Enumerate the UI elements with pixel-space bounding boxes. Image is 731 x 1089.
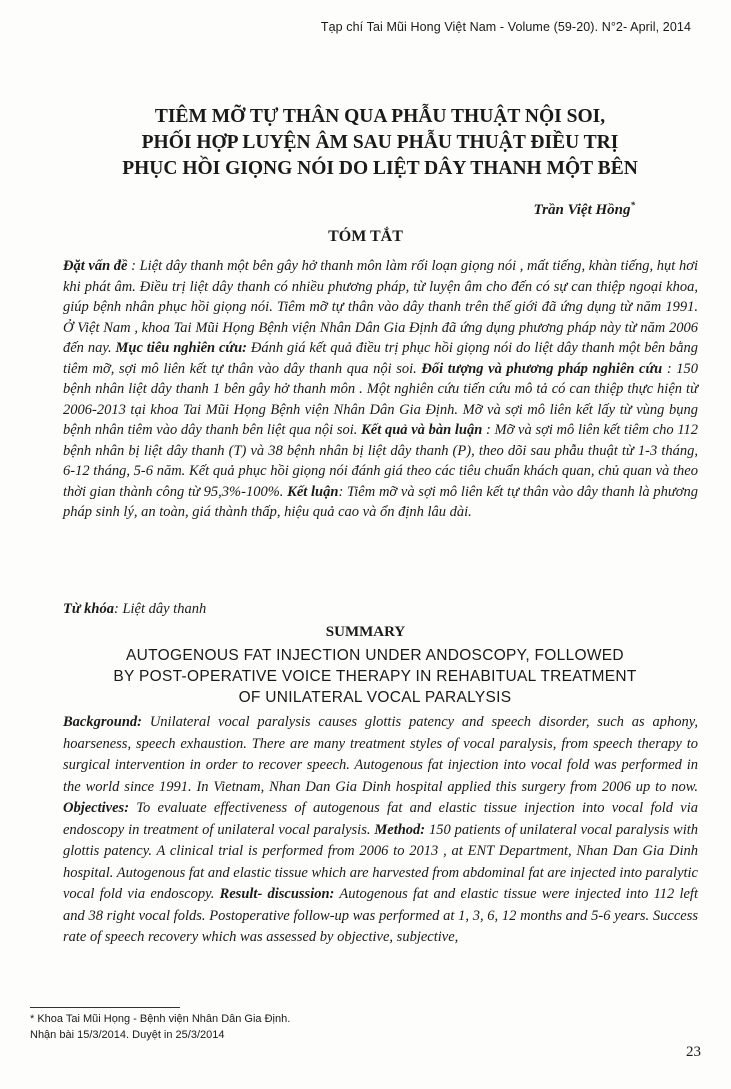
author-name: Trần Việt Hồng — [533, 202, 631, 218]
objective-text-en: To evaluate effectiveness of autogenous fat and elastic tissue injection into vocal fold via endoscopy in treatment of unilateral vocal paralysis. — [63, 800, 698, 838]
title-line-1: TIÊM MỠ TỰ THÂN QUA PHẪU THUẬT NỘI SOI, — [154, 106, 606, 127]
article-title-vn — [60, 104, 700, 182]
footnote-dates: Nhận bài 15/3/2014. Duyệt in 25/3/2014 — [30, 1029, 225, 1041]
objective-text-vn: Đánh giá kết quả điều trị phục hồi giọng nói do liệt dây thanh một bên bằng tiêm mỡ, sợi mô liên kết tự thân vào dây thanh qua nội soi. — [63, 340, 699, 377]
title-line-2: PHỐI HỢP LUYỆN ÂM SAU PHẪU THUẬT ĐIỀU TRỊ — [141, 132, 619, 153]
title-en-line-2: BY POST-OPERATIVE VOICE THERAPY IN REHABITUAL TREATMENT — [113, 668, 637, 685]
page-number: 23 — [686, 1044, 701, 1060]
conclusion-text-vn: : Tiêm mỡ và sợi mô liên kết tự thân vào dây thanh là phương pháp sinh lý, an toàn, giá thành thấp, hiệu quả cao và ổn định lâu dài. — [63, 483, 699, 520]
method-text-en: 150 patients of unilateral vocal paralysis with glottis patency. A clinical trial is performed from 2006 to 2013 , at ENT Department, Nhan Dan Gia Dinh hospital. Autogenous fat and elastic tissue which are harvested from abdominal fat are injected into paralytic vocal fold via endoscopy. — [63, 821, 698, 902]
title-en-line-1: AUTOGENOUS FAT INJECTION UNDER ANDOSCOPY, FOLLOWED — [126, 647, 624, 664]
abstract-vn-paragraph — [63, 256, 698, 523]
objective-label-en: Objectives: — [63, 800, 130, 816]
keywords — [63, 601, 206, 618]
background-text-en: Unilateral vocal paralysis causes glottis patency and speech disorder, such as aphony, hoarseness, speech exhaustion. There are many treatment styles of vocal paralysis, from speech therapy to surgical intervention in order to recover speech. Autogenous fat injection into vocal fold was performed in the world since 1991. In Vietnam, Nhan Dan Gia Dinh hospital applied this surgery from 2006 up to now. — [63, 714, 698, 795]
objective-label-vn: Mục tiêu nghiên cứu: — [115, 340, 248, 356]
footnote-divider — [30, 1007, 180, 1008]
title-line-3: PHỤC HỒI GIỌNG NÓI DO LIỆT DÂY THANH MỘT BÊN — [122, 158, 638, 179]
background-label-vn: Đặt vấn đề — [63, 258, 128, 274]
result-label-vn: Kết quả và bàn luận — [361, 422, 483, 438]
article-title-en — [50, 645, 700, 708]
method-text-vn: : 150 bệnh nhân liệt dây thanh 1 bên gây hở thanh môn . Một nghiên cứu tiến cứu mô tả có can thiệp thực hiện từ 2006-2013 tại khoa Tai Mũi Họng Bệnh viện Nhân Dân Gia Định. Mỡ và sợi mô liên kết lấy từ vùng bụng bệnh nhân tiêm vào dây thanh bên liệt qua nội soi. — [63, 360, 699, 438]
journal-header: Tạp chí Tai Mũi Hong Việt Nam - Volume (59-20). N°2- April, 2014 — [320, 20, 691, 34]
abstract-en — [63, 712, 698, 949]
footnotes — [30, 1011, 290, 1043]
abstract-vn — [63, 256, 698, 523]
method-label-en: Method: — [374, 821, 426, 838]
abstract-heading-vn: TÓM TẮT — [328, 228, 403, 245]
background-text-vn: : Liệt dây thanh một bên gây hở thanh môn làm rối loạn giọng nói , mất tiếng, khàn tiếng, hụt hơi khi phát âm. Điều trị liệt dây thanh có nhiều phương pháp, từ luyện âm cho đến có sự can thiệp ngoại khoa, giúp bệnh nhân phục hồi giọng nói. Tiêm mỡ tự thân vào dây thanh trên thế giới đã ứng dụng từ năm 1991. Ở Việt Nam , khoa Tai Mũi Họng Bệnh viện Nhân Dân Gia Định đã ứng dụng phương pháp này từ năm 2006 đến nay. — [63, 258, 699, 356]
result-text-en: Autogenous fat and elastic tissue were injected into 112 left and 38 right vocal folds. Postoperative follow-up was performed at 1, 3, 6, 12 months and 5-6 years. Success rate of speech recovery which was assessed by objective, subjective, — [63, 886, 698, 945]
keywords-text: : Liệt dây thanh — [113, 601, 207, 617]
conclusion-label-vn: Kết luận — [287, 483, 339, 500]
result-text-vn: : Mỡ và sợi mô liên kết tiêm cho 112 bệnh nhân bị liệt dây thanh (T) và 38 bệnh nhân bị liệt dây thanh (P), theo dõi sau phẫu thuật từ 1-3 tháng, 6-12 tháng, 5-6 năm. Kết quả phục hồi giọng nói đánh giá theo các tiêu chuẩn khách quan, chủ quan và theo thời gian thành công từ 95,3%-100%. — [63, 422, 699, 500]
method-label-vn: Đối tượng và phương pháp nghiên cứu — [421, 360, 663, 377]
abstract-en-paragraph — [63, 712, 698, 949]
author — [534, 200, 635, 219]
footnote-affiliation: * Khoa Tai Mũi Họng - Bệnh viện Nhân Dân Gia Định. — [30, 1013, 291, 1025]
result-label-en: Result- discussion: — [219, 886, 335, 902]
author-footnote-mark: * — [630, 200, 635, 210]
keywords-label: Từ khóa — [63, 601, 114, 617]
title-en-line-3: OF UNILATERAL VOCAL PARALYSIS — [238, 689, 512, 706]
background-label-en: Background: — [63, 714, 142, 730]
summary-heading: SUMMARY — [325, 624, 406, 640]
